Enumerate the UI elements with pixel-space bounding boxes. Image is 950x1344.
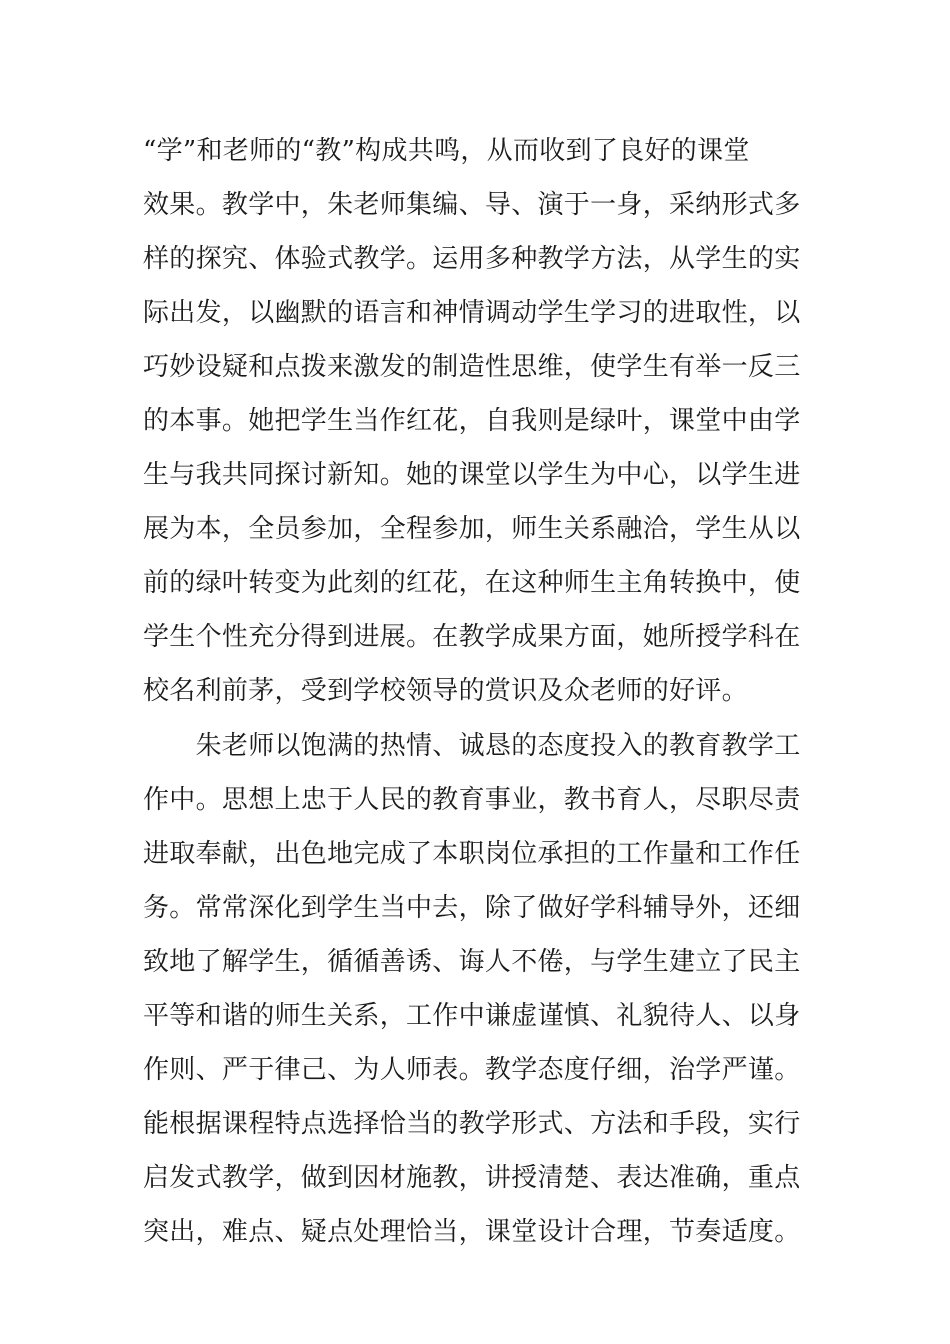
paragraph-line: 平等和谐的师生关系，工作中谦虚谨慎、礼貌待人、以身 — [143, 1001, 801, 1031]
paragraph-line: 生与我共同探讨新知。她的课堂以学生为中心，以学生进 — [143, 460, 801, 490]
paragraph-line: 作则、严于律己、为人师表。教学态度仔细，治学严谨。 — [143, 1055, 801, 1085]
paragraph-line: 作中。思想上忠于人民的教育事业，教书育人，尽职尽责 — [143, 785, 801, 815]
paragraph-2 — [143, 719, 807, 1259]
paragraph-line: 学生个性充分得到进展。在教学成果方面，她所授学科在 — [143, 622, 801, 652]
paragraph-line: 能根据课程特点选择恰当的教学形式、方法和手段，实行 — [143, 1109, 801, 1139]
paragraph-line: “学”和老师的“教”构成共鸣，从而收到了良好的课堂 — [143, 136, 750, 166]
paragraph-line: 效果。教学中，朱老师集编、导、演于一身，采纳形式多 — [143, 190, 801, 220]
paragraph-line: 务。常常深化到学生当中去，除了做好学科辅导外，还细 — [143, 893, 801, 923]
paragraph-line: 致地了解学生，循循善诱、诲人不倦，与学生建立了民主 — [143, 947, 801, 977]
paragraph-line: 进取奉献，出色地完成了本职岗位承担的工作量和工作任 — [143, 839, 801, 869]
paragraph-line: 启发式教学，做到因材施教，讲授清楚、表达准确，重点 — [143, 1163, 801, 1193]
paragraph-line: 前的绿叶转变为此刻的红花，在这种师生主角转换中，使 — [143, 568, 801, 598]
paragraph-line: 的本事。她把学生当作红花，自我则是绿叶，课堂中由学 — [143, 406, 801, 436]
paragraph-line: 际出发，以幽默的语言和神情调动学生学习的进取性，以 — [143, 298, 801, 328]
paragraph-line: 展为本，全员参加，全程参加，师生关系融洽，学生从以 — [143, 514, 801, 544]
paragraph-line: 朱老师以饱满的热情、诚恳的态度投入的教育教学工 — [143, 731, 801, 761]
paragraph-1 — [143, 124, 807, 718]
paragraph-line: 突出，难点、疑点处理恰当，课堂设计合理，节奏适度。 — [143, 1217, 801, 1247]
paragraph-line: 样的探究、体验式教学。运用多种教学方法，从学生的实 — [143, 244, 801, 274]
paragraph-line: 校名利前茅，受到学校领导的赏识及众老师的好评。 — [143, 676, 748, 706]
paragraph-line: 巧妙设疑和点拨来激发的制造性思维，使学生有举一反三 — [143, 352, 801, 382]
